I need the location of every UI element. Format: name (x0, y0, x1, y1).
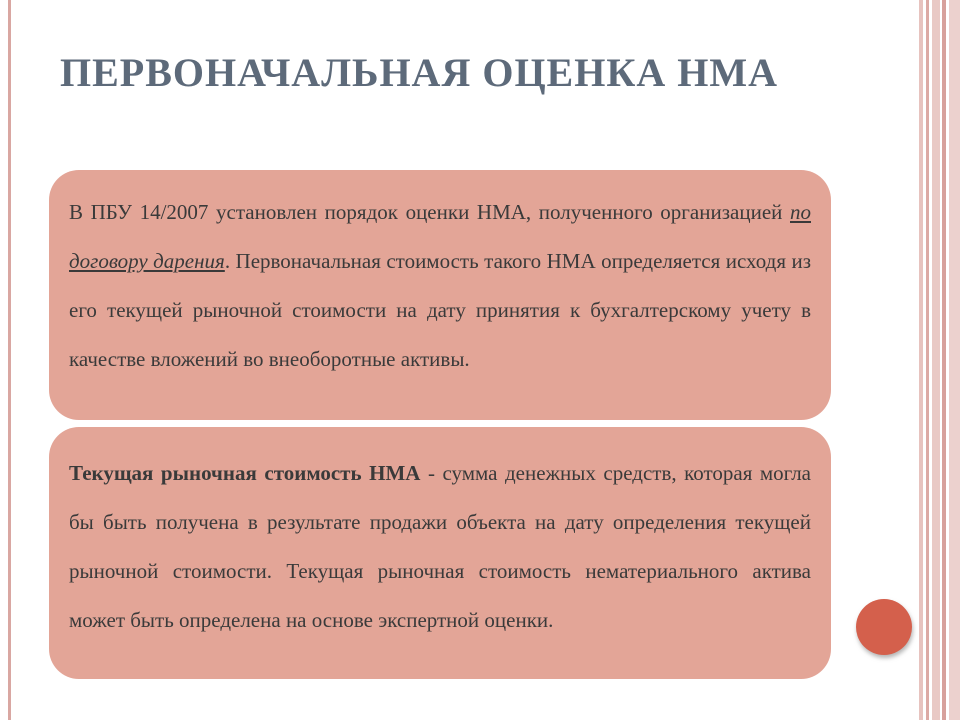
pbu-text-end: . Первоначальная стоимость такого НМА определяется исходя из его текущей рыночной стоимости на дату принятия к бухгалтерскому учету в качестве вложений во внеоборотные активы. (69, 249, 811, 371)
definition-text: - сумма денежных средств, которая могла бы быть получена в результате продажи объекта на дату определения текущей рыночной стоимости. Текущая рыночная стоимость нематериального актива может быть определена на основе экспертной оценки. (69, 461, 812, 632)
definition-paragraph (69, 449, 811, 645)
content-box-definition (49, 427, 831, 679)
content-box-pbu (49, 170, 831, 420)
slide-title: ПЕРВОНАЧАЛЬНАЯ ОЦЕНКА НМА (60, 50, 778, 95)
decorative-stripe (949, 0, 960, 720)
slide-nav-circle-button[interactable] (856, 599, 912, 655)
pbu-paragraph (69, 188, 811, 384)
decorative-stripe (919, 0, 923, 720)
decorative-stripe (926, 0, 929, 720)
decorative-stripe (932, 0, 940, 720)
definition-term: Текущая рыночная стоимость НМА (69, 461, 421, 485)
decorative-stripe (942, 0, 946, 720)
gift-contract-link[interactable]: по договору дарения (69, 200, 811, 273)
pbu-text-start: В ПБУ 14/2007 установлен порядок оценки НМА, полученного организацией (69, 200, 790, 224)
left-border-line (8, 0, 11, 720)
